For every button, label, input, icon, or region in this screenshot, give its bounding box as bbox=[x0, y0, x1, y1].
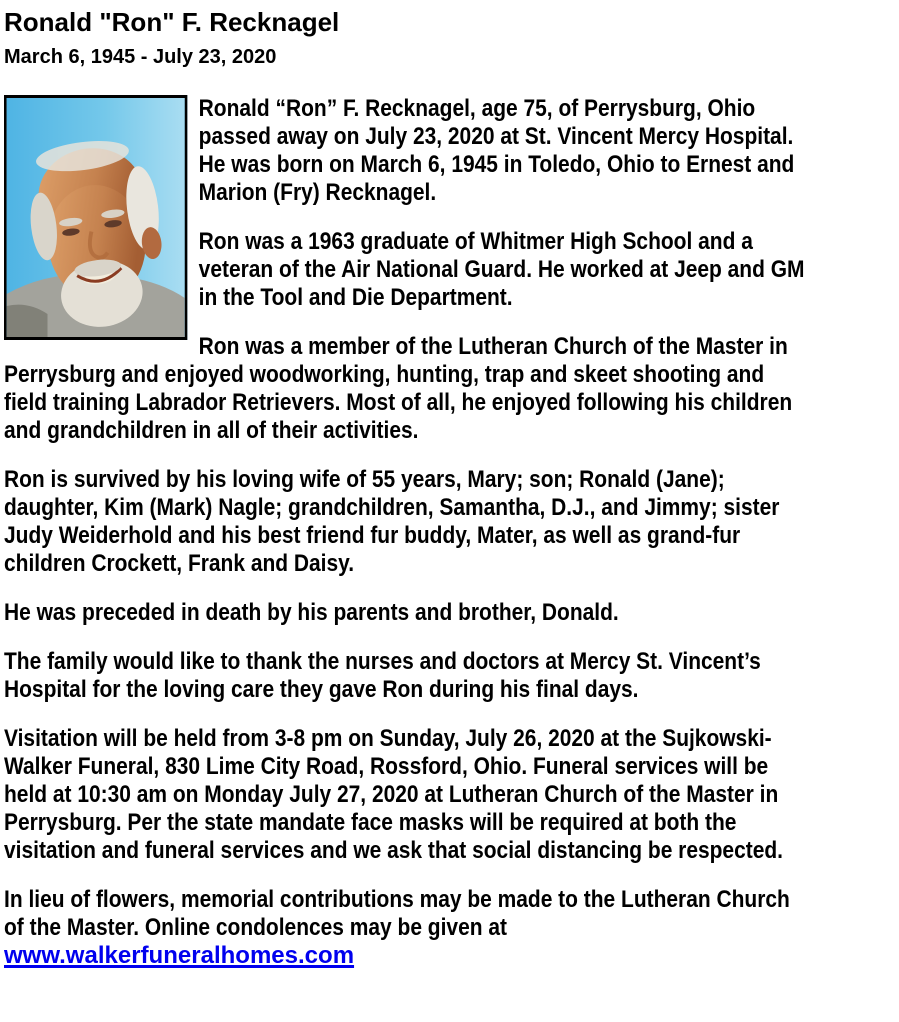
obituary-paragraph-7: Visitation will be held from 3-8 pm on Sunday, July 26, 2020 at the Sujkowski-Walker Funeral, 830 Lime City Road, Rossford, Ohio. Funeral services will be held at 10:30 am on Monday July 27, 2020 at Lutheran Church of the Master in Perrysburg. Per the state mandate face masks will be required at both the visitation and funeral services and we ask that social distancing be respected. bbox=[4, 725, 783, 864]
obituary-paragraph-8 bbox=[4, 886, 807, 970]
life-dates: March 6, 1945 - July 23, 2020 bbox=[4, 46, 277, 68]
obituary-paragraph-6: The family would like to thank the nurses and doctors at Mercy St. Vincent’s Hospital for the loving care they gave Ron during his final days. bbox=[4, 648, 761, 703]
portrait-photo bbox=[4, 95, 187, 340]
funeral-home-link[interactable]: www.walkerfuneralhomes.com bbox=[4, 942, 355, 969]
obituary-paragraph-1: Ronald “Ron” F. Recknagel, age 75, of Perrysburg, Ohio passed away on July 23, 2020 at St. Vincent Mercy Hospital. He was born on March 6, 1945 in Toledo, Ohio to Ernest and Marion (Fry) Recknagel. bbox=[198, 95, 795, 206]
closing-text: In lieu of flowers, memorial contributions may be made to the Lutheran Church of the Master. Online condolences may be given at bbox=[4, 886, 790, 941]
page-title: Ronald "Ron" F. Recknagel bbox=[4, 7, 340, 37]
obituary-paragraph-3: Ron was a member of the Lutheran Church of the Master in Perrysburg and enjoyed woodworking, hunting, trap and skeet shooting and field training Labrador Retrievers. Most of all, he enjoyed following his children and grandchildren in all of their activities. bbox=[4, 333, 793, 444]
obituary-paragraph-2: Ron was a 1963 graduate of Whitmer High School and a veteran of the Air National Guard. He worked at Jeep and GM in the Tool and Die Department. bbox=[198, 228, 805, 311]
obituary-paragraph-4: Ron is survived by his loving wife of 55 years, Mary; son; Ronald (Jane); daughter, Kim (Mark) Nagle; grandchildren, Samantha, D.J., and Jimmy; sister Judy Weiderhold and his best friend fur buddy, Mater, as well as grand-fur children Crockett, Frank and Daisy. bbox=[4, 466, 780, 577]
obituary-paragraph-5: He was preceded in death by his parents and brother, Donald. bbox=[4, 599, 619, 626]
portrait-illustration bbox=[7, 98, 185, 337]
obituary-body bbox=[4, 95, 833, 970]
